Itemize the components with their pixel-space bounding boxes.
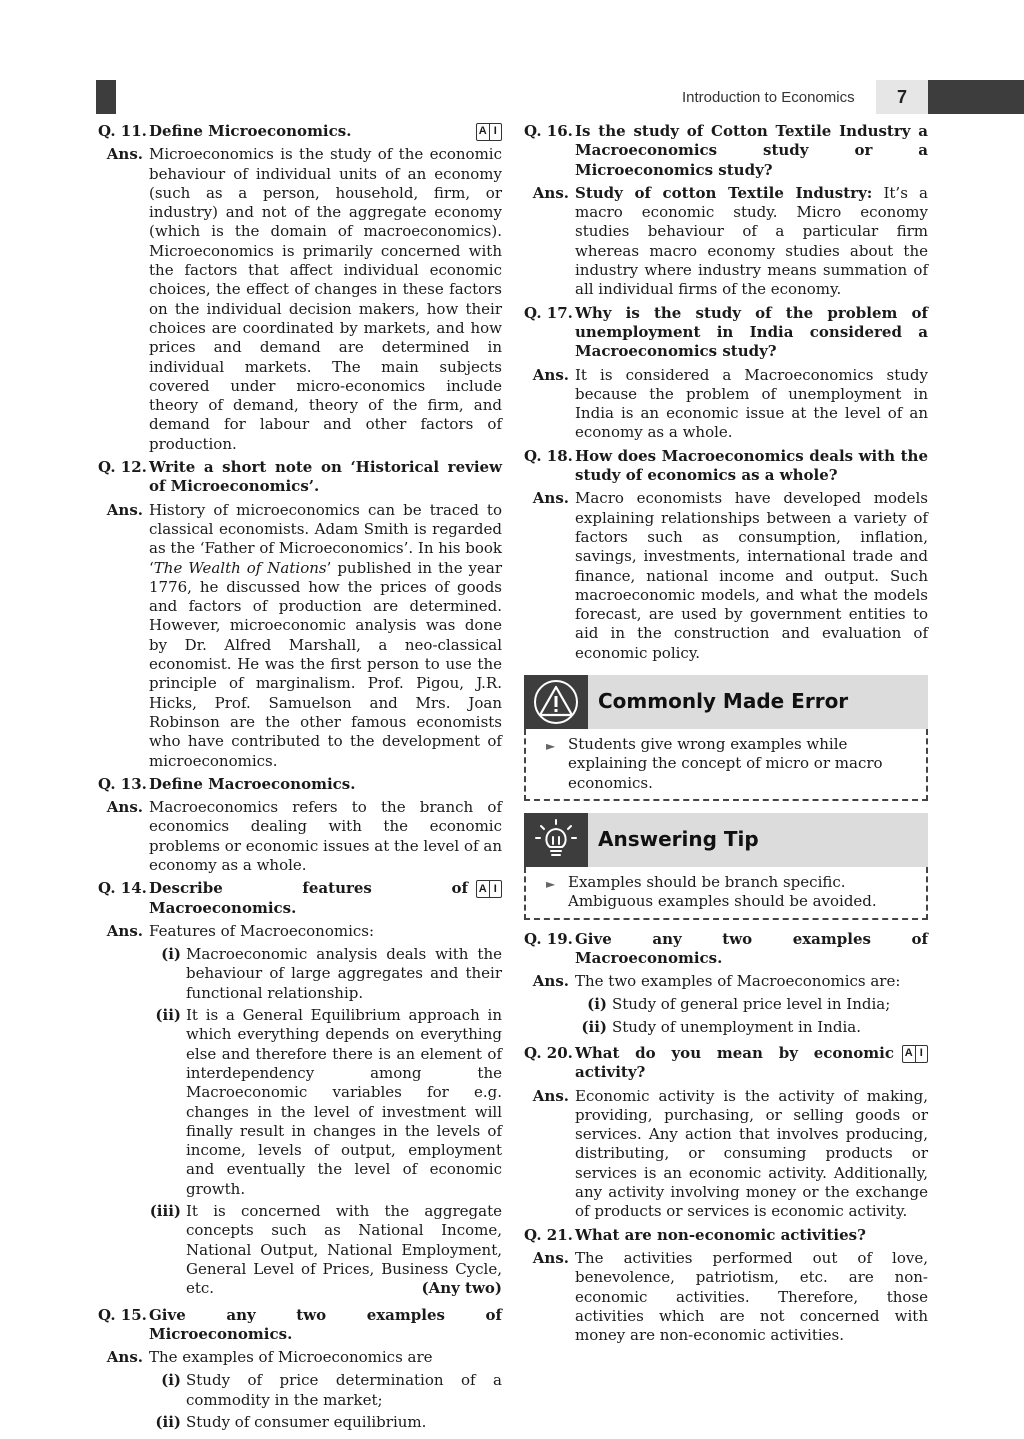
answer-label: Ans. [106,500,143,519]
header-right-bar [928,80,1024,114]
arrow-bullet-icon: ► [546,876,556,891]
question-label: Q. 20. [524,1043,573,1062]
question-text: What are non-economic activities? [575,1225,866,1244]
question-text: Write a short note on ‘Historical review of Microeconomics’. [149,458,502,496]
header-left-bar [96,80,116,114]
question-14 [98,879,502,918]
arrow-bullet-icon: ► [546,739,556,754]
answering-tip-box [524,813,928,920]
book-title: The Wealth of Nations [153,558,327,577]
answer-label: Ans. [532,489,569,508]
ai-icon: A I [476,123,502,141]
list-item: (iii) It is concerned with the aggregate concepts such as National Income, National Output, National Employment, General Level of Prices, Business Cycle, etc. (Any two) [149,1202,502,1298]
box-text: Examples should be branch specific. Ambiguous examples should be avoided. [568,872,877,911]
answer-label: Ans. [106,798,143,817]
warning-icon [524,675,588,729]
answer-label: Ans. [106,145,143,164]
running-header-title: Introduction to Economics [682,89,855,106]
question-text: How does Macroeconomics deals with the study of economics as a whole? [575,446,928,485]
list-item: (i) Study of general price level in India; [587,995,891,1014]
answer-15 [98,1348,502,1435]
answer-21 [524,1249,928,1345]
ai-icon: A I [902,1045,928,1063]
answer-text: Study of cotton Textile Industry: It’s a macro economic study. Micro economy studies behaviour of a particular firm whereas macro economy studies about the industry where industry means summation of all individual firms of the economy. [575,183,929,299]
page-number: 7 [876,80,928,114]
question-text: Is the study of Cotton Textile Industry a Macroeconomics study or a Microeconomics study? [575,122,928,179]
question-label: Q. 21. [524,1225,573,1244]
answer-label: Ans. [532,972,569,991]
question-11 [98,122,502,141]
answer-label: Ans. [106,1348,143,1367]
list-item: (i) Macroeconomic analysis deals with the behaviour of large aggregates and their functional relationship. [161,945,502,1002]
answer-18 [524,489,928,663]
answer-label: Ans. [532,365,569,384]
answer-text: The examples of Microeconomics are [149,1348,433,1367]
question-21 [524,1226,928,1245]
question-label: Q. 17. [524,303,573,322]
question-label: Q. 11. [98,122,147,140]
answer-19 [524,972,928,1040]
question-label: Q. 16. [524,122,573,140]
question-16 [524,122,928,180]
answer-16 [524,184,928,300]
question-text: Define Macroeconomics. [149,774,356,793]
question-text: Describe features of Macroeconomics. [149,879,468,917]
any-two-note: (Any two) [421,1279,502,1298]
lightbulb-icon [524,813,588,867]
list-item: (ii) Study of consumer equilibrium. [155,1413,427,1431]
question-text: Give any two examples of Macroeconomics. [575,929,928,967]
question-18 [524,447,928,486]
box-title: Commonly Made Error [598,689,849,714]
left-column [98,122,502,1439]
answer-text: Macroeconomics refers to the branch of economics dealing with the economic problems or economic issues at the level of an economy as a whole. [149,798,502,874]
ai-icon: A I [476,880,502,898]
answer-label: Ans. [532,1248,569,1267]
answer-label: Ans. [532,1086,569,1105]
question-13 [98,775,502,794]
question-text: What do you mean by economic activity? [575,1043,894,1082]
question-17 [524,304,928,362]
list-item: (i) Study of price determination of a commodity in the market; [161,1371,502,1409]
answer-20 [524,1087,928,1222]
answer-text: Macro economists have developed models explaining relationships between a variety of factors such as consumption, inflation, savings, investments, international trade and finance, national income and output. Such macroeconomic models, and what the models forecast, are used by government entities to aid in the construction and evaluation of economic policy. [575,489,928,662]
answer-12 [98,501,502,771]
right-column [524,122,928,1349]
box-title: Answering Tip [598,827,759,852]
question-19 [524,930,928,969]
question-label: Q. 18. [524,446,573,465]
list-item: (ii) Study of unemployment in India. [581,1017,861,1036]
answer-13 [98,798,502,875]
answer-14 [98,922,502,1302]
question-text: Why is the study of the problem of unemployment in India considered a Macroeconomics study? [575,303,928,361]
answer-text: It is considered a Macroeconomics study because the problem of unemployment in India is an economic issue at the level of an economy as a whole. [575,365,928,442]
question-label: Q. 13. [98,774,147,793]
question-label: Q. 14. [98,879,147,898]
answer-text: Features of Macroeconomics: [149,921,375,940]
commonly-made-error-box [524,675,928,801]
answer-text: The activities performed out of love, benevolence, patriotism, etc. are non-economic activities. Therefore, those activities which are not concerned with money are non-economic activities. [575,1248,928,1345]
answer-text: The two examples of Macroeconomics are: [575,972,901,991]
question-15 [98,1306,502,1345]
question-label: Q. 12. [98,458,147,477]
question-text: Define Microeconomics. [149,122,352,140]
answer-text: History of microeconomics can be traced to classical economists. Adam Smith is regarded as the ‘Father of Microeconomics’. In his book ‘The Wealth of Nations’ published in the year 1776, he discussed how the prices of goods and factors of production are determined. However, microeconomic analysis was done by Dr. Alfred Marshall, a neo-classical economist. He was the first person to use the principle of marginalism. Prof. Pigou, J.R. Hicks, Prof. Samuelson and Mrs. Joan Robinson are the other famous economists who have contributed to the development of microeconomics. [149,500,503,770]
box-text: Students give wrong examples while explaining the concept of micro or macro economics. [568,735,883,792]
answer-label: Ans. [106,921,143,940]
list-item: (ii) It is a General Equilibrium approach in which everything depends on everything else and therefore there is an element of interdependency among the Macroeconomic variables for e.g. changes in the level of investment will finally result in changes in the levels of income, levels of output, employment and eventually the level of economic growth. [155,1006,502,1198]
answer-text: Microeconomics is the study of the economic behaviour of individual units of an economy (such as a person, household, firm, or industry) and not of the aggregate economy (which is the domain of macroeconomics). Microeconomics is primarily concerned with the factors that affect individual economic choices, the effect of changes in these factors on the individual decision makers, how their choices are coordinated by markets, and how prices and demand are determined in individual markets. The main subjects covered under micro-economics include theory of demand, theory of the firm, and demand for labour and other factors of production. [149,145,502,453]
question-label: Q. 15. [98,1305,147,1324]
question-text: Give any two examples of Microeconomics. [149,1305,502,1343]
answer-17 [524,366,928,443]
answer-text: Economic activity is the activity of making, providing, purchasing, or selling goods or services. Any action that involves producing, distributing, or consuming products or services is an economic activity. Additionally, any activity involving money or the exchange of products or services is economic activity. [575,1086,928,1221]
question-label: Q. 19. [524,929,573,948]
answer-label: Ans. [532,183,569,202]
question-20 [524,1044,928,1083]
answer-11 [98,145,502,454]
question-12 [98,458,502,497]
